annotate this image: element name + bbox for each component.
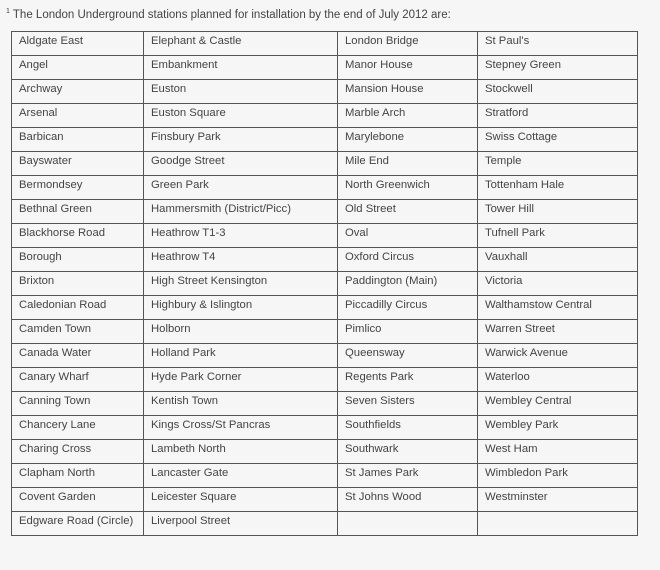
table-row: [12, 464, 638, 488]
station-cell: Aldgate East: [12, 32, 144, 56]
station-cell: Highbury & Islington: [144, 296, 338, 320]
station-cell: Archway: [12, 80, 144, 104]
station-cell: Waterloo: [478, 368, 638, 392]
table-row: [12, 272, 638, 296]
station-cell: Wembley Central: [478, 392, 638, 416]
station-cell: Southwark: [338, 440, 478, 464]
table-row: [12, 56, 638, 80]
station-cell: Heathrow T1-3: [144, 224, 338, 248]
table-row: [12, 416, 638, 440]
station-cell: St James Park: [338, 464, 478, 488]
station-cell: Euston: [144, 80, 338, 104]
station-cell: Pimlico: [338, 320, 478, 344]
station-cell: Chancery Lane: [12, 416, 144, 440]
station-cell: Hyde Park Corner: [144, 368, 338, 392]
station-cell: Euston Square: [144, 104, 338, 128]
station-cell: Camden Town: [12, 320, 144, 344]
station-cell: Edgware Road (Circle): [12, 512, 144, 536]
station-cell: [478, 512, 638, 536]
station-cell: Holland Park: [144, 344, 338, 368]
station-cell: Caledonian Road: [12, 296, 144, 320]
footnote: [6, 8, 451, 21]
station-cell: St Johns Wood: [338, 488, 478, 512]
station-cell: London Bridge: [338, 32, 478, 56]
station-cell: Tufnell Park: [478, 224, 638, 248]
station-cell: Westminster: [478, 488, 638, 512]
station-cell: High Street Kensington: [144, 272, 338, 296]
station-cell: Stepney Green: [478, 56, 638, 80]
station-cell: Blackhorse Road: [12, 224, 144, 248]
station-cell: Southfields: [338, 416, 478, 440]
table-row: [12, 392, 638, 416]
station-cell: Oval: [338, 224, 478, 248]
table-row: [12, 296, 638, 320]
stations-table: [11, 31, 638, 536]
station-cell: Queensway: [338, 344, 478, 368]
table-row: [12, 80, 638, 104]
station-cell: Mile End: [338, 152, 478, 176]
station-cell: Paddington (Main): [338, 272, 478, 296]
station-cell: Warren Street: [478, 320, 638, 344]
station-cell: Angel: [12, 56, 144, 80]
station-cell: West Ham: [478, 440, 638, 464]
station-cell: Kings Cross/St Pancras: [144, 416, 338, 440]
station-cell: Mansion House: [338, 80, 478, 104]
station-cell: Liverpool Street: [144, 512, 338, 536]
station-cell: Bethnal Green: [12, 200, 144, 224]
station-cell: Marylebone: [338, 128, 478, 152]
station-cell: Regents Park: [338, 368, 478, 392]
table-row: [12, 488, 638, 512]
station-cell: St Paul's: [478, 32, 638, 56]
station-cell: Brixton: [12, 272, 144, 296]
station-cell: North Greenwich: [338, 176, 478, 200]
station-cell: Canada Water: [12, 344, 144, 368]
station-cell: Finsbury Park: [144, 128, 338, 152]
station-cell: Tottenham Hale: [478, 176, 638, 200]
station-cell: Walthamstow Central: [478, 296, 638, 320]
station-cell: Bermondsey: [12, 176, 144, 200]
station-cell: Green Park: [144, 176, 338, 200]
station-cell: Hammersmith (District/Picc): [144, 200, 338, 224]
table-row: [12, 224, 638, 248]
station-cell: Canary Wharf: [12, 368, 144, 392]
table-row: [12, 128, 638, 152]
table-row: [12, 248, 638, 272]
station-cell: Warwick Avenue: [478, 344, 638, 368]
station-cell: Charing Cross: [12, 440, 144, 464]
table-row: [12, 320, 638, 344]
footnote-marker: 1: [6, 8, 10, 15]
station-cell: Piccadilly Circus: [338, 296, 478, 320]
station-cell: Lambeth North: [144, 440, 338, 464]
station-cell: Heathrow T4: [144, 248, 338, 272]
station-cell: Seven Sisters: [338, 392, 478, 416]
footnote-text: The London Underground stations planned for installation by the end of July 2012 are:: [12, 9, 451, 21]
station-cell: Elephant & Castle: [144, 32, 338, 56]
station-cell: Temple: [478, 152, 638, 176]
station-cell: Leicester Square: [144, 488, 338, 512]
table-row: [12, 368, 638, 392]
table-row: [12, 344, 638, 368]
station-cell: Barbican: [12, 128, 144, 152]
table-row: [12, 440, 638, 464]
station-cell: Wimbledon Park: [478, 464, 638, 488]
station-cell: Arsenal: [12, 104, 144, 128]
table-row: [12, 176, 638, 200]
station-cell: Oxford Circus: [338, 248, 478, 272]
station-cell: Marble Arch: [338, 104, 478, 128]
table-row: [12, 104, 638, 128]
station-cell: Tower Hill: [478, 200, 638, 224]
table-row: [12, 200, 638, 224]
station-cell: Holborn: [144, 320, 338, 344]
station-cell: Wembley Park: [478, 416, 638, 440]
station-cell: Vauxhall: [478, 248, 638, 272]
station-cell: Kentish Town: [144, 392, 338, 416]
station-cell: Goodge Street: [144, 152, 338, 176]
station-cell: Covent Garden: [12, 488, 144, 512]
station-cell: Swiss Cottage: [478, 128, 638, 152]
station-cell: Embankment: [144, 56, 338, 80]
station-cell: Clapham North: [12, 464, 144, 488]
station-cell: Manor House: [338, 56, 478, 80]
station-cell: Borough: [12, 248, 144, 272]
station-cell: Bayswater: [12, 152, 144, 176]
station-cell: Lancaster Gate: [144, 464, 338, 488]
station-cell: Old Street: [338, 200, 478, 224]
table-row: [12, 512, 638, 536]
station-cell: Victoria: [478, 272, 638, 296]
table-row: [12, 32, 638, 56]
stations-table-body: [12, 32, 638, 536]
table-row: [12, 152, 638, 176]
station-cell: Stratford: [478, 104, 638, 128]
station-cell: Canning Town: [12, 392, 144, 416]
station-cell: [338, 512, 478, 536]
station-cell: Stockwell: [478, 80, 638, 104]
